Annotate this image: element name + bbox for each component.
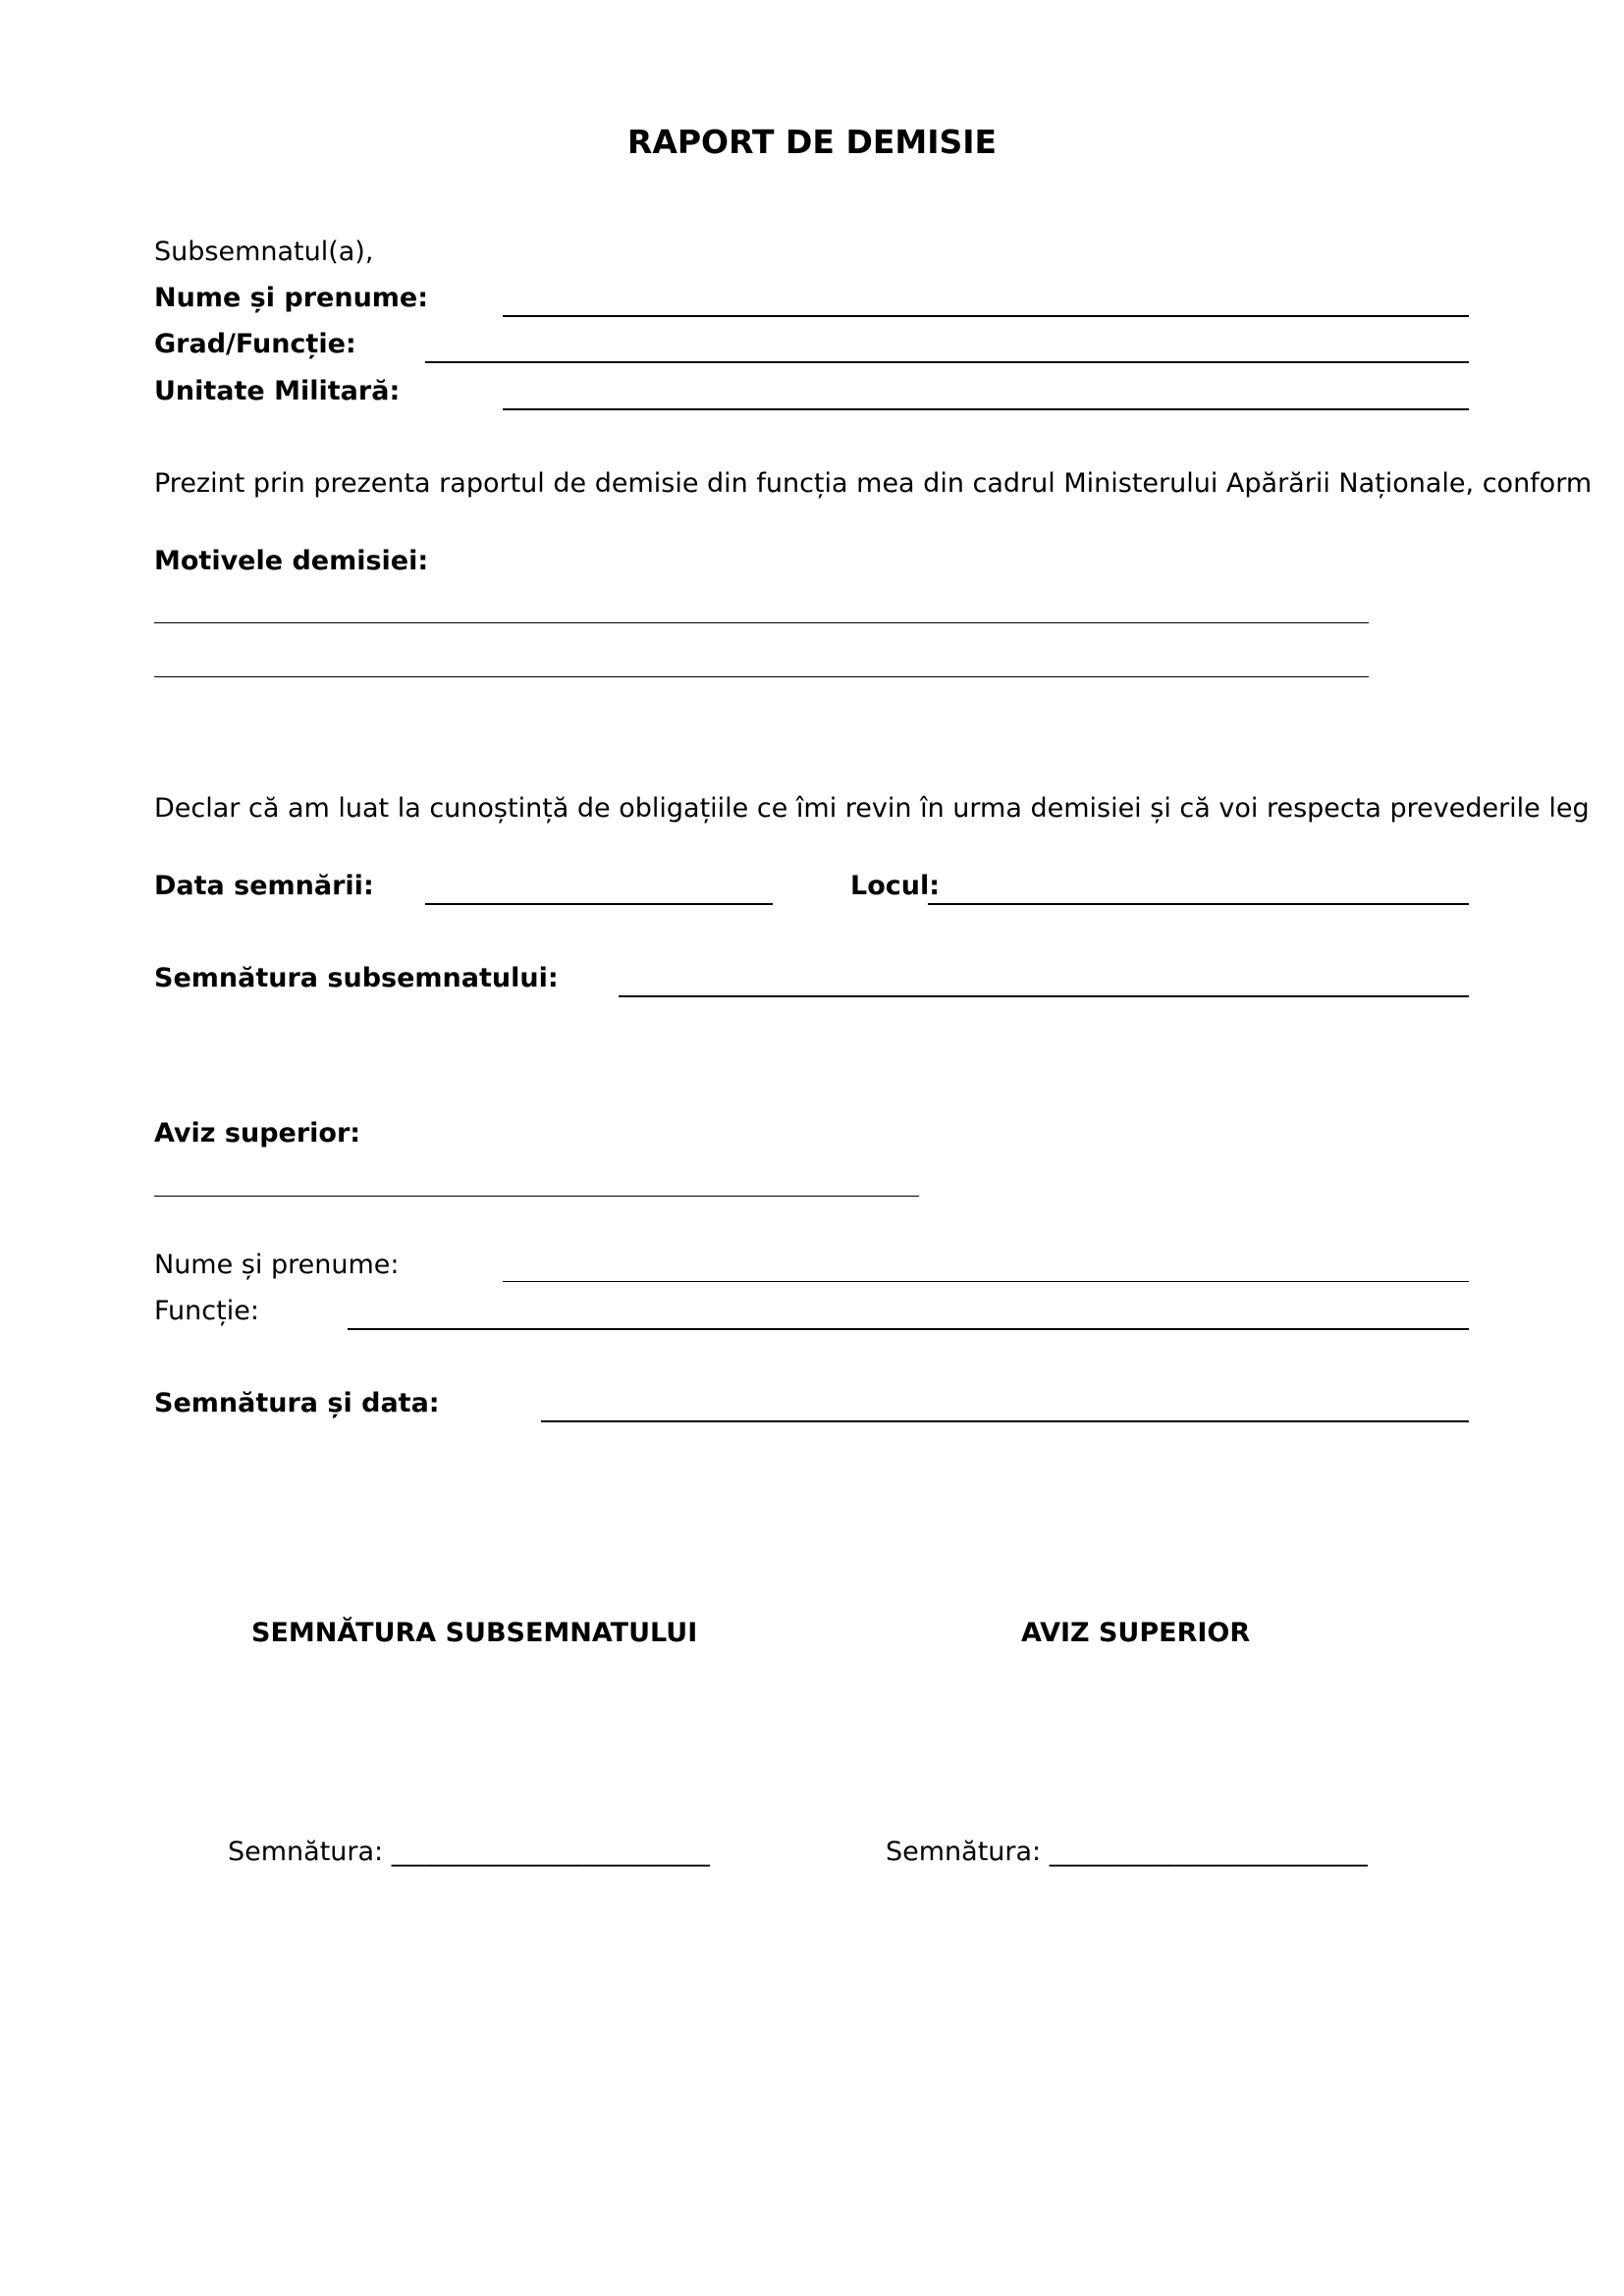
footer-left-signature[interactable]: Semnătura: ________________________ [228,1837,710,1867]
name-label: Nume și prenume: [154,283,429,313]
signature-field[interactable] [619,995,1469,997]
superior-name-label: Nume și prenume: [154,1250,400,1280]
place-field[interactable] [928,903,1469,905]
superior-function-field[interactable] [348,1328,1469,1330]
footer-left-heading: SEMNĂTURA SUBSEMNATULUI [251,1618,698,1648]
date-label: Data semnării: [154,871,374,901]
sign-date-label: Semnătura și data: [154,1388,440,1418]
intro-text: Subsemnatul(a), [154,237,374,267]
reasons-label: Motivele demisiei: [154,546,429,576]
unit-label: Unitate Militară: [154,376,401,406]
signature-label: Semnătura subsemnatului: [154,963,559,993]
footer-right-heading: AVIZ SUPERIOR [1021,1618,1251,1648]
rank-label: Grad/Funcție: [154,329,356,359]
document-title: RAPORT DE DEMISIE [626,123,998,161]
unit-field[interactable] [503,408,1469,410]
superior-opinion-line[interactable] [154,1196,919,1197]
place-label: Locul: [850,871,941,901]
superior-opinion-label: Aviz superior: [154,1118,361,1148]
declaration-paragraph: Declar că am luat la cunoștință de obligațiile ce îmi revin în urma demisiei și că voi respecta prevederile leg [154,793,1590,824]
name-field[interactable] [503,315,1469,317]
footer-right-signature[interactable]: Semnătura: ________________________ [886,1837,1368,1867]
superior-name-field[interactable] [503,1281,1469,1282]
reasons-line-2[interactable] [154,676,1369,677]
date-field[interactable] [425,903,773,905]
sign-date-field[interactable] [541,1420,1469,1422]
rank-field[interactable] [425,361,1469,363]
reasons-line-1[interactable] [154,622,1369,623]
superior-function-label: Funcție: [154,1296,259,1326]
resignation-paragraph: Prezint prin prezenta raportul de demisie din funcția mea din cadrul Ministerului Apărării Naționale, conform [154,468,1593,499]
